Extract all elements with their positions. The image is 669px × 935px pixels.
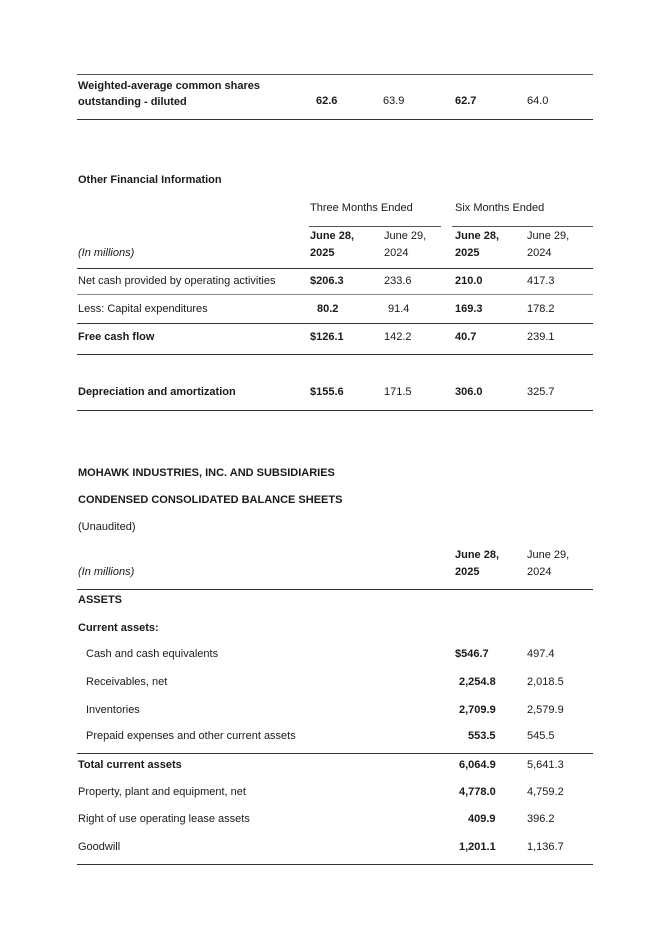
ofi-row-value: 239.1 (527, 331, 555, 343)
bs-row-label: Receivables, net (86, 676, 168, 688)
bs-row-label-total-current-assets: Total current assets (78, 759, 182, 771)
bs-current-assets-rule (77, 753, 593, 754)
bs-col-header-2024-line2: 2024 (527, 566, 552, 578)
ofi-row-rule (77, 294, 593, 295)
ofi-row-label: Less: Capital expenditures (78, 303, 208, 315)
ofi-group-three-rule (309, 226, 441, 227)
bs-row-value: 1,201.1 (459, 841, 496, 853)
eps-value-6m-2024: 64.0 (527, 95, 549, 107)
bs-col-header-2025-line2: 2025 (455, 566, 480, 578)
eps-value-3m-2024: 63.9 (383, 95, 405, 107)
ofi-row-rule (77, 323, 593, 324)
ofi-row-value: 169.3 (455, 303, 483, 315)
bs-row-label: Right of use operating lease assets (78, 813, 250, 825)
bs-row-label: Prepaid expenses and other current assets (86, 730, 296, 742)
ofi-da-value: $155.6 (310, 386, 344, 398)
bs-row-value: 2,018.5 (527, 676, 564, 688)
bs-units: (In millions) (78, 566, 135, 578)
ofi-col-header-6m-2024-line1: June 29, (527, 230, 570, 242)
bs-row-value: 4,759.2 (527, 786, 564, 798)
eps-label: Weighted-average common shares outstanding - diluted (78, 80, 260, 108)
ofi-da-bottom-rule (77, 410, 593, 411)
ofi-col-header-6m-2024-line2: 2024 (527, 247, 552, 259)
ofi-row-value: 40.7 (455, 331, 477, 343)
bs-row-label: Cash and cash equivalents (86, 648, 219, 660)
bs-subtitle: (Unaudited) (78, 521, 136, 533)
bs-assets-heading: ASSETS (78, 594, 123, 606)
ofi-row-value: 178.2 (527, 303, 555, 315)
bs-title: CONDENSED CONSOLIDATED BALANCE SHEETS (78, 494, 343, 506)
bs-row-value: 1,136.7 (527, 841, 564, 853)
ofi-group-six-rule (452, 226, 593, 227)
eps-value-3m-2025: 62.6 (316, 95, 338, 107)
ofi-col-header-3m-2024-line2: 2024 (384, 247, 409, 259)
bs-row-label: Property, plant and equipment, net (78, 786, 246, 798)
ofi-row-value: 142.2 (384, 331, 412, 343)
bs-row-value: 5,641.3 (527, 759, 564, 771)
bs-col-header-2025-line1: June 28, (455, 549, 500, 561)
eps-bottom-rule (77, 119, 593, 120)
ofi-group-three-months: Three Months Ended (310, 202, 413, 214)
bs-row-value: 2,579.9 (527, 704, 564, 716)
ofi-col-header-3m-2025-line2: 2025 (310, 247, 335, 259)
ofi-row-label-free-cash-flow: Free cash flow (78, 331, 155, 343)
bs-col-header-2024-line1: June 29, (527, 549, 570, 561)
ofi-row-value: 233.6 (384, 275, 412, 287)
bs-row-value: 6,064.9 (459, 759, 496, 771)
bs-row-value: 497.4 (527, 648, 555, 660)
ofi-fcf-bottom-rule (77, 354, 593, 355)
ofi-row-value: 80.2 (317, 303, 339, 315)
bs-row-value: 545.5 (527, 730, 555, 742)
ofi-units: (In millions) (78, 247, 135, 259)
ofi-row-value: $206.3 (310, 275, 344, 287)
bs-row-value: 409.9 (468, 813, 496, 825)
ofi-row-value: 210.0 (455, 275, 483, 287)
ofi-da-value: 325.7 (527, 386, 555, 398)
ofi-group-six-months: Six Months Ended (455, 202, 545, 214)
ofi-da-label: Depreciation and amortization (78, 386, 236, 398)
ofi-row-value: 91.4 (388, 303, 410, 315)
ofi-col-header-3m-2025-line1: June 28, (310, 230, 355, 242)
eps-value-6m-2025: 62.7 (455, 95, 477, 107)
ofi-da-value: 306.0 (455, 386, 483, 398)
ofi-da-value: 171.5 (384, 386, 412, 398)
ofi-col-header-6m-2025-line1: June 28, (455, 230, 500, 242)
bs-header-rule (77, 589, 593, 590)
bs-row-label: Goodwill (78, 841, 121, 853)
bs-row-value: $546.7 (455, 648, 489, 660)
bs-row-value: 2,709.9 (459, 704, 496, 716)
bs-company-name: MOHAWK INDUSTRIES, INC. AND SUBSIDIARIES (78, 467, 335, 479)
eps-top-rule (77, 74, 593, 75)
bs-current-assets-heading: Current assets: (78, 622, 159, 634)
ofi-col-header-3m-2024-line1: June 29, (384, 230, 427, 242)
bs-row-value: 2,254.8 (459, 676, 496, 688)
bs-row-value: 396.2 (527, 813, 555, 825)
ofi-header-rule (77, 268, 593, 269)
ofi-title: Other Financial Information (78, 174, 222, 186)
ofi-row-value: 417.3 (527, 275, 555, 287)
ofi-col-header-6m-2025-line2: 2025 (455, 247, 480, 259)
bs-bottom-rule (77, 864, 593, 865)
bs-row-value: 553.5 (468, 730, 496, 742)
bs-row-label: Inventories (86, 704, 140, 716)
ofi-row-label: Net cash provided by operating activities (78, 275, 276, 287)
ofi-row-value: $126.1 (310, 331, 344, 343)
bs-row-value: 4,778.0 (459, 786, 496, 798)
